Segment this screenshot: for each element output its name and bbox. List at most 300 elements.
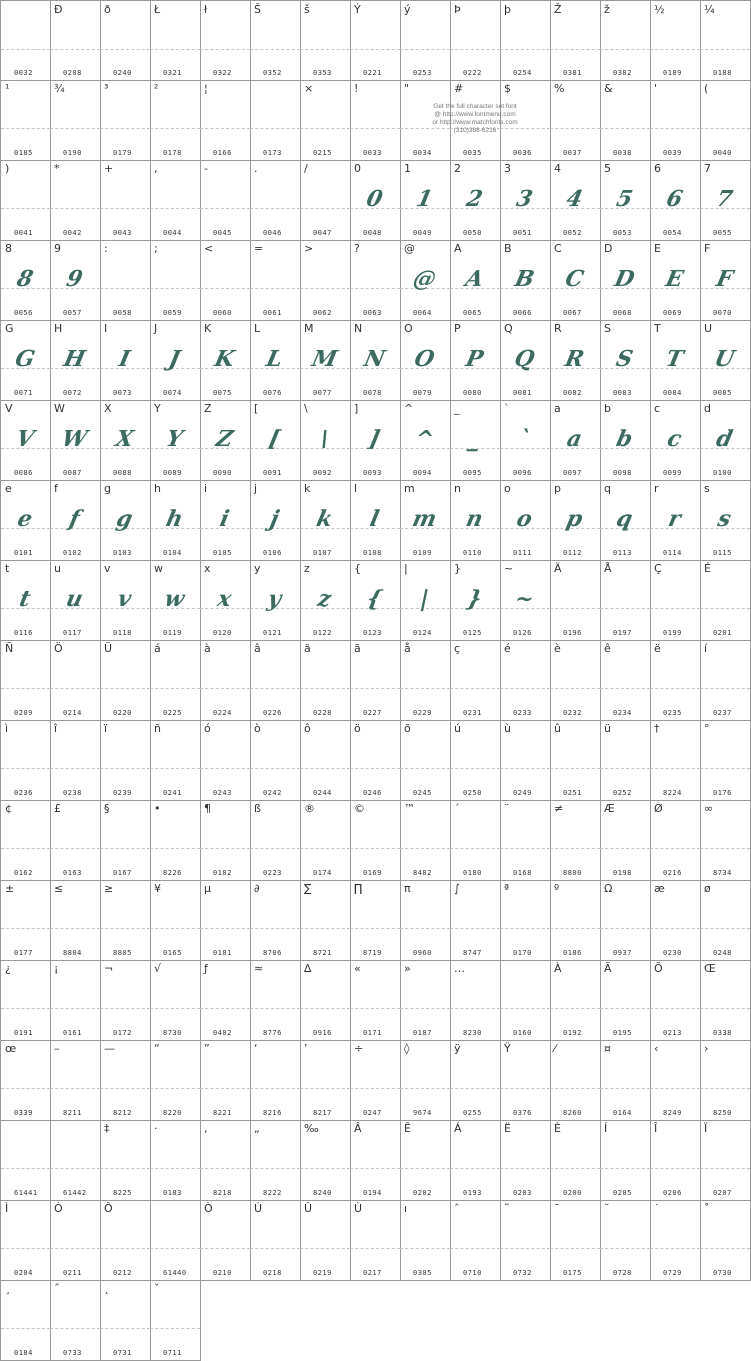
char-code: 0221 bbox=[363, 69, 382, 77]
glyph-sample: 6 bbox=[664, 186, 686, 212]
char-code: 0183 bbox=[163, 1189, 182, 1197]
char-cell bbox=[500, 0, 551, 81]
char-label: * bbox=[54, 162, 60, 175]
char-label: Î bbox=[654, 1122, 658, 1135]
char-cell bbox=[300, 640, 351, 721]
char-cell bbox=[50, 640, 101, 721]
char-code: 0073 bbox=[113, 389, 132, 397]
baseline-guide bbox=[200, 1168, 250, 1169]
char-code: 0198 bbox=[613, 869, 632, 877]
char-cell bbox=[400, 1040, 451, 1121]
char-label: Õ bbox=[654, 962, 663, 975]
baseline-guide bbox=[300, 1008, 350, 1009]
char-label: Ž bbox=[554, 3, 562, 16]
char-label: d bbox=[704, 402, 711, 415]
char-code: 0203 bbox=[513, 1189, 532, 1197]
char-cell bbox=[500, 160, 551, 241]
char-cell bbox=[0, 80, 51, 161]
char-cell bbox=[400, 1120, 451, 1201]
char-cell bbox=[400, 320, 451, 401]
char-code: 0219 bbox=[313, 1269, 332, 1277]
baseline-guide bbox=[200, 288, 250, 289]
baseline-guide bbox=[150, 1248, 200, 1249]
char-label: ¹ bbox=[5, 82, 10, 95]
glyph-sample: 4 bbox=[564, 186, 586, 212]
baseline-guide bbox=[400, 848, 450, 849]
char-code: 0052 bbox=[563, 229, 582, 237]
char-code: 0093 bbox=[363, 469, 382, 477]
baseline-guide bbox=[150, 1168, 200, 1169]
char-cell bbox=[150, 480, 201, 561]
char-code: 0728 bbox=[613, 1269, 632, 1277]
baseline-guide bbox=[1, 1168, 50, 1169]
char-cell bbox=[100, 0, 151, 81]
baseline-guide bbox=[250, 49, 300, 50]
glyph-sample: G bbox=[12, 346, 39, 372]
char-label: ^ bbox=[404, 402, 414, 415]
baseline-guide bbox=[550, 688, 600, 689]
char-cell bbox=[0, 1280, 51, 1361]
glyph-sample: i bbox=[217, 506, 233, 532]
char-label: ¦ bbox=[204, 82, 208, 95]
char-code: 0115 bbox=[713, 549, 732, 557]
char-code: 0245 bbox=[413, 789, 432, 797]
char-cell bbox=[400, 0, 451, 81]
char-label: u bbox=[54, 562, 61, 575]
char-cell bbox=[500, 800, 551, 881]
char-code: 8747 bbox=[463, 949, 482, 957]
baseline-guide bbox=[1, 848, 50, 849]
char-cell bbox=[0, 800, 51, 881]
char-cell bbox=[450, 640, 501, 721]
glyph-sample: v bbox=[115, 586, 135, 612]
char-label: W bbox=[54, 402, 65, 415]
baseline-guide bbox=[50, 768, 100, 769]
char-label: ˚ bbox=[704, 1202, 710, 1215]
baseline-guide bbox=[300, 1088, 350, 1089]
baseline-guide bbox=[100, 688, 150, 689]
char-label: n bbox=[454, 482, 461, 495]
char-code: 0190 bbox=[63, 149, 82, 157]
char-label: Đ bbox=[54, 3, 63, 16]
char-code: 0080 bbox=[463, 389, 482, 397]
baseline-guide bbox=[450, 1088, 500, 1089]
baseline-guide bbox=[550, 848, 600, 849]
baseline-guide bbox=[150, 128, 200, 129]
baseline-guide bbox=[150, 688, 200, 689]
glyph-sample: a bbox=[564, 426, 586, 452]
char-cell bbox=[150, 1280, 201, 1361]
char-label: 3 bbox=[504, 162, 511, 175]
promo-text bbox=[400, 103, 550, 135]
char-code: 0733 bbox=[63, 1349, 82, 1357]
baseline-guide bbox=[600, 768, 650, 769]
char-cell bbox=[250, 0, 301, 81]
char-code: 0114 bbox=[663, 549, 682, 557]
glyph-sample: R bbox=[562, 346, 588, 372]
char-cell bbox=[600, 0, 651, 81]
char-code: 0106 bbox=[263, 549, 282, 557]
baseline-guide bbox=[100, 1248, 150, 1249]
char-label: ˛ bbox=[104, 1282, 110, 1295]
char-cell bbox=[650, 480, 701, 561]
char-cell bbox=[200, 160, 251, 241]
baseline-guide bbox=[100, 1168, 150, 1169]
glyph-sample: A bbox=[463, 266, 487, 292]
char-label: > bbox=[304, 242, 314, 255]
char-cell bbox=[0, 1120, 51, 1201]
glyph-sample: 5 bbox=[614, 186, 636, 212]
char-cell bbox=[300, 320, 351, 401]
char-code: 0210 bbox=[213, 1269, 232, 1277]
baseline-guide bbox=[1, 1248, 50, 1249]
baseline-guide bbox=[100, 49, 150, 50]
char-label: K bbox=[204, 322, 212, 335]
char-cell bbox=[300, 560, 351, 641]
char-label: ® bbox=[304, 802, 315, 815]
char-label: é bbox=[504, 642, 511, 655]
char-cell bbox=[0, 480, 51, 561]
char-cell bbox=[250, 160, 301, 241]
char-label: p bbox=[554, 482, 561, 495]
glyph-sample: P bbox=[463, 346, 487, 372]
char-label: $ bbox=[504, 82, 511, 95]
baseline-guide bbox=[50, 848, 100, 849]
baseline-guide bbox=[150, 288, 200, 289]
char-cell bbox=[550, 1200, 601, 1281]
char-label: - bbox=[204, 162, 208, 175]
char-cell bbox=[450, 720, 501, 801]
glyph-sample: { bbox=[364, 586, 386, 612]
baseline-guide bbox=[550, 128, 600, 129]
char-label: ¾ bbox=[54, 82, 65, 95]
char-code: 0164 bbox=[613, 1109, 632, 1117]
glyph-sample: F bbox=[713, 266, 737, 292]
char-cell bbox=[150, 640, 201, 721]
baseline-guide bbox=[50, 1168, 100, 1169]
baseline-guide bbox=[550, 1168, 600, 1169]
glyph-sample: e bbox=[15, 506, 36, 532]
baseline-guide bbox=[500, 848, 550, 849]
baseline-guide bbox=[550, 1008, 600, 1009]
baseline-guide bbox=[550, 608, 600, 609]
baseline-guide bbox=[1, 1088, 50, 1089]
char-label: P bbox=[454, 322, 461, 335]
glyph-sample: K bbox=[212, 346, 238, 372]
glyph-sample: 1 bbox=[414, 186, 436, 212]
char-label: Ý bbox=[354, 3, 361, 16]
char-code: 0230 bbox=[663, 949, 682, 957]
baseline-guide bbox=[350, 928, 400, 929]
char-code: 0187 bbox=[413, 1029, 432, 1037]
char-cell bbox=[50, 320, 101, 401]
baseline-guide bbox=[50, 1248, 100, 1249]
char-label: √ bbox=[154, 962, 162, 975]
char-cell bbox=[100, 720, 151, 801]
char-label: æ bbox=[654, 882, 665, 895]
baseline-guide bbox=[650, 1008, 700, 1009]
char-cell bbox=[50, 1280, 101, 1361]
char-label: ◊ bbox=[404, 1042, 410, 1055]
glyph-sample: d bbox=[714, 426, 736, 452]
char-label: ý bbox=[404, 3, 411, 16]
char-cell bbox=[650, 0, 701, 81]
char-cell bbox=[200, 720, 251, 801]
char-cell bbox=[550, 880, 601, 961]
char-label: É bbox=[704, 562, 711, 575]
char-code: 0352 bbox=[263, 69, 282, 77]
char-label: π bbox=[404, 882, 411, 895]
char-label: F bbox=[704, 242, 711, 255]
char-cell bbox=[250, 240, 301, 321]
char-code: 0105 bbox=[213, 549, 232, 557]
baseline-guide bbox=[200, 768, 250, 769]
char-label: È bbox=[554, 1122, 561, 1135]
baseline-guide bbox=[250, 848, 300, 849]
char-cell bbox=[600, 400, 651, 481]
char-code: 0096 bbox=[513, 469, 532, 477]
char-cell bbox=[200, 880, 251, 961]
char-cell bbox=[100, 1200, 151, 1281]
char-code: 0201 bbox=[713, 629, 732, 637]
char-label: Ω bbox=[604, 882, 613, 895]
char-code: 0065 bbox=[463, 309, 482, 317]
char-label: T bbox=[654, 322, 661, 335]
char-label: · bbox=[154, 1122, 158, 1135]
char-label: 0 bbox=[354, 162, 361, 175]
char-code: 0732 bbox=[513, 1269, 532, 1277]
char-code: 0249 bbox=[513, 789, 532, 797]
glyph-sample: 7 bbox=[714, 186, 736, 212]
char-label: _ bbox=[454, 402, 460, 415]
char-cell bbox=[600, 160, 651, 241]
char-cell bbox=[500, 480, 551, 561]
char-cell bbox=[200, 1200, 251, 1281]
char-code: 0074 bbox=[163, 389, 182, 397]
char-cell bbox=[500, 1120, 551, 1201]
char-code: 0211 bbox=[63, 1269, 82, 1277]
char-code: 0213 bbox=[663, 1029, 682, 1037]
char-label: ≤ bbox=[54, 882, 64, 895]
char-label: ¿ bbox=[5, 962, 11, 975]
baseline-guide bbox=[700, 1248, 750, 1249]
char-label: ¬ bbox=[104, 962, 114, 975]
char-cell bbox=[100, 880, 151, 961]
char-cell bbox=[0, 400, 51, 481]
char-cell bbox=[250, 800, 301, 881]
char-code: 0109 bbox=[413, 549, 432, 557]
char-cell bbox=[100, 560, 151, 641]
char-code: 0222 bbox=[463, 69, 482, 77]
char-code: 0178 bbox=[163, 149, 182, 157]
char-label: , bbox=[154, 162, 158, 175]
baseline-guide bbox=[500, 928, 550, 929]
char-label: A bbox=[454, 242, 462, 255]
glyph-sample: g bbox=[114, 506, 136, 532]
char-label: E bbox=[654, 242, 661, 255]
glyph-sample: U bbox=[712, 346, 738, 372]
baseline-guide bbox=[300, 928, 350, 929]
char-label: • bbox=[154, 802, 161, 815]
char-cell bbox=[650, 80, 701, 161]
promo-line: (310)388-6216 bbox=[453, 127, 497, 134]
char-code: 0099 bbox=[663, 469, 682, 477]
char-code: 0111 bbox=[513, 549, 532, 557]
char-cell bbox=[550, 800, 601, 881]
char-cell bbox=[600, 320, 651, 401]
baseline-guide bbox=[650, 768, 700, 769]
baseline-guide bbox=[650, 128, 700, 129]
char-code: 0174 bbox=[313, 869, 332, 877]
glyph-sample: p bbox=[564, 506, 586, 532]
char-cell bbox=[150, 720, 201, 801]
baseline-guide bbox=[250, 128, 300, 129]
baseline-guide bbox=[550, 1088, 600, 1089]
char-code: 0047 bbox=[313, 229, 332, 237]
baseline-guide bbox=[650, 688, 700, 689]
char-label: ∆ bbox=[304, 962, 312, 975]
char-cell bbox=[50, 160, 101, 241]
char-code: 0202 bbox=[413, 1189, 432, 1197]
char-label: ¤ bbox=[604, 1042, 611, 1055]
char-label: Ô bbox=[104, 1202, 113, 1215]
char-code: 0181 bbox=[213, 949, 232, 957]
char-cell bbox=[0, 0, 51, 81]
char-cell bbox=[300, 880, 351, 961]
char-cell bbox=[400, 400, 451, 481]
baseline-guide bbox=[150, 1008, 200, 1009]
baseline-guide bbox=[100, 1008, 150, 1009]
char-cell bbox=[100, 1040, 151, 1121]
char-label: ’ bbox=[304, 1042, 308, 1055]
char-label: 5 bbox=[604, 162, 611, 175]
glyph-sample: 9 bbox=[64, 266, 86, 292]
char-code: 0177 bbox=[14, 949, 33, 957]
char-label: ³ bbox=[104, 82, 109, 95]
char-code: 0104 bbox=[163, 549, 182, 557]
char-code: 0228 bbox=[313, 709, 332, 717]
char-label: Ü bbox=[104, 642, 113, 655]
char-label: x bbox=[204, 562, 211, 575]
char-code: 0078 bbox=[363, 389, 382, 397]
char-cell bbox=[0, 160, 51, 241]
char-code: 0729 bbox=[663, 1269, 682, 1277]
char-code: 0098 bbox=[613, 469, 632, 477]
baseline-guide bbox=[350, 288, 400, 289]
glyph-sample: T bbox=[663, 346, 687, 372]
char-code: 0124 bbox=[413, 629, 432, 637]
baseline-guide bbox=[150, 49, 200, 50]
char-label: ” bbox=[204, 1042, 210, 1055]
char-code: 0209 bbox=[14, 709, 33, 717]
char-code: 0214 bbox=[63, 709, 82, 717]
char-cell bbox=[500, 1200, 551, 1281]
char-label: ¡ bbox=[54, 962, 59, 975]
glyph-sample: } bbox=[464, 586, 486, 612]
char-cell bbox=[150, 560, 201, 641]
char-label: @ bbox=[404, 242, 415, 255]
baseline-guide bbox=[250, 1168, 300, 1169]
promo-line: or http://www.matchfonts.com bbox=[432, 119, 518, 126]
baseline-guide bbox=[1, 128, 50, 129]
char-label: ˝ bbox=[54, 1282, 60, 1295]
char-code: 0060 bbox=[213, 309, 232, 317]
char-label: < bbox=[204, 242, 214, 255]
char-code: 0229 bbox=[413, 709, 432, 717]
glyph-sample: X bbox=[113, 426, 137, 452]
char-code: 0058 bbox=[113, 309, 132, 317]
char-label: e bbox=[5, 482, 12, 495]
baseline-guide bbox=[200, 128, 250, 129]
char-cell bbox=[500, 880, 551, 961]
baseline-guide bbox=[700, 128, 750, 129]
baseline-guide bbox=[50, 49, 100, 50]
char-label: k bbox=[304, 482, 311, 495]
char-cell bbox=[400, 960, 451, 1041]
char-label: Š bbox=[254, 3, 261, 16]
baseline-guide bbox=[50, 1328, 100, 1329]
char-code: 0224 bbox=[213, 709, 232, 717]
baseline-guide bbox=[700, 608, 750, 609]
glyph-sample: N bbox=[361, 346, 389, 372]
char-cell bbox=[350, 1040, 401, 1121]
char-label: 6 bbox=[654, 162, 661, 175]
char-cell bbox=[550, 720, 601, 801]
char-code: 0236 bbox=[14, 789, 33, 797]
char-label: ÿ bbox=[454, 1042, 461, 1055]
baseline-guide bbox=[450, 49, 500, 50]
char-code: 0082 bbox=[563, 389, 582, 397]
char-label: Y bbox=[154, 402, 161, 415]
char-label: # bbox=[454, 82, 464, 95]
char-code: 8225 bbox=[113, 1189, 132, 1197]
char-label: ÷ bbox=[354, 1042, 364, 1055]
baseline-guide bbox=[50, 1088, 100, 1089]
glyph-sample: f bbox=[67, 506, 83, 532]
char-cell bbox=[200, 640, 251, 721]
char-label: } bbox=[454, 562, 461, 575]
char-label: v bbox=[104, 562, 111, 575]
char-code: 8250 bbox=[713, 1109, 732, 1117]
char-cell bbox=[250, 400, 301, 481]
char-code: 0216 bbox=[663, 869, 682, 877]
char-cell bbox=[200, 480, 251, 561]
glyph-sample: w bbox=[162, 586, 188, 612]
char-label: Œ bbox=[704, 962, 716, 975]
char-cell bbox=[550, 1120, 601, 1201]
glyph-sample: 0 bbox=[364, 186, 386, 212]
char-code: 0116 bbox=[14, 629, 33, 637]
char-label: q bbox=[604, 482, 611, 495]
char-label: ∞ bbox=[704, 802, 714, 815]
baseline-guide bbox=[350, 128, 400, 129]
char-label: Þ bbox=[454, 3, 461, 16]
baseline-guide bbox=[500, 1008, 550, 1009]
char-cell bbox=[350, 80, 401, 161]
char-code: 0079 bbox=[413, 389, 432, 397]
char-code: 0242 bbox=[263, 789, 282, 797]
char-code: 0063 bbox=[363, 309, 382, 317]
baseline-guide bbox=[350, 1008, 400, 1009]
char-code: 0059 bbox=[163, 309, 182, 317]
char-label: 9 bbox=[54, 242, 61, 255]
char-code: 0036 bbox=[513, 149, 532, 157]
char-cell bbox=[550, 480, 601, 561]
char-cell bbox=[600, 1040, 651, 1121]
char-label: a bbox=[554, 402, 561, 415]
baseline-guide bbox=[350, 1088, 400, 1089]
char-code: 0062 bbox=[313, 309, 332, 317]
